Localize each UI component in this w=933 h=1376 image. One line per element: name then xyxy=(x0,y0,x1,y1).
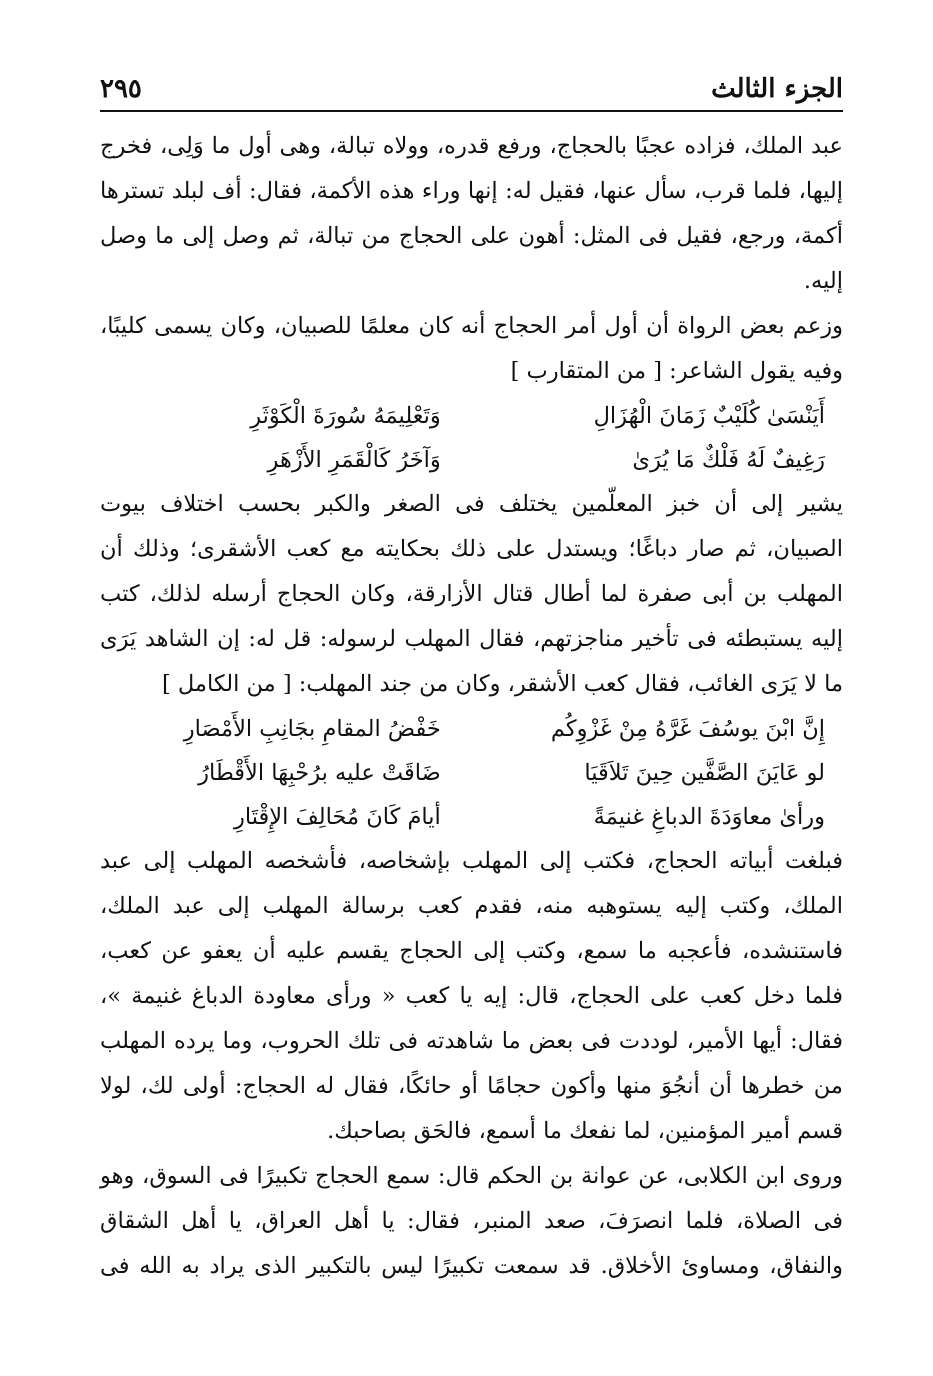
verse-second-hemistich: أيامَ كَانَ مُحَالِفَ الإِقْتَارِ xyxy=(233,804,441,830)
paragraph: وزعم بعض الرواة أن أول أمر الحجاج أنه كان معلمًا للصبيان، وكان يسمى كليبًا، وفيه يقول الشاعر: [ من المتقارب ] xyxy=(100,313,843,384)
running-header xyxy=(100,60,843,112)
verse-first-hemistich: إِنَّ ابْنَ يوسُفَ غَرَّهُ مِنْ غَزْوِكُم xyxy=(550,716,825,742)
page-body xyxy=(100,124,843,1289)
poem-block xyxy=(100,707,843,839)
paragraph: عبد الملك، فزاده عجبًا بالحجاج، ورفع قدره، وولاه تبالة، وهى أول ما وَلِى، فخرج إليها، فلما قرب، سأل عنها، فقيل له: إنها وراء هذه الأكمة، فقال: أف لبلد تسترها أكمة، ورجع، فقيل فى المثل: أهون على الحجاج من تبالة، ثم وصل إلى ما وصل إليه. xyxy=(100,133,843,294)
verse-second-hemistich: وَتَعْلِيمَهُ سُورَةَ الْكَوْثَرِ xyxy=(250,403,441,429)
paragraph: فبلغت أبياته الحجاج، فكتب إلى المهلب بإشخاصه، فأشخصه المهلب إلى عبد الملك، وكتب إليه يستوهبه منه، فقدم كعب برسالة المهلب إلى عبد الملك، فاستنشده، فأعجبه ما سمع، وكتب إلى الحجاج يقسم عليه أن يعفو عن كعب، فلما دخل كعب على الحجاج، قال: إيه يا كعب « ورأى معاودة الدباغ غنيمة »، فقال: أيها الأمير، لوددت فى بعض ما شاهدته فى تلك الحروب، وما يرده المهلب من خطرها أن أنجُوَ منها وأكون حجامًا أو حائكًا، فقال له الحجاج: أولى لك، لولا قسم أمير المؤمنين، لما نفعك ما أسمع، فالحَق بصاحبك. xyxy=(100,848,843,1144)
verse-second-hemistich: وَآخَرُ كَالْقَمَرِ الأَزْهَرِ xyxy=(267,447,441,473)
verse-first-hemistich: أَيَنْسَىٰ كُلَيْبٌ زَمَانَ الْهُزَالِ xyxy=(593,403,825,429)
verse-line xyxy=(100,394,843,438)
paragraph: يشير إلى أن خبز المعلّمين يختلف فى الصغر والكبر بحسب اختلاف بيوت الصبيان، ثم صار دباغًا؛ ويستدل على ذلك بحكايته مع كعب الأشقرى؛ وذلك أن المهلب بن أبى صفرة لما أطال قتال الأزارقة، وكان الحجاج أرسله لذلك، كتب إليه يستبطئه فى تأخير مناجزتهم، فقال المهلب لرسوله: قل له: إن الشاهد يَرَى ما لا يَرَى الغائب، فقال كعب الأشقر، وكان من جند المهلب: [ من الكامل ] xyxy=(100,491,843,697)
verse-line xyxy=(100,795,843,839)
verse-line xyxy=(100,438,843,482)
verse-first-hemistich: لو عَايَنَ الصَّفَّين حِينَ تَلاَقَيَا xyxy=(584,760,825,786)
verse-line xyxy=(100,751,843,795)
poem-block xyxy=(100,394,843,482)
verse-first-hemistich: ورأىٰ معاوَدَةَ الدباغِ غنيمَةً xyxy=(593,804,825,830)
chapter-title: الجزء الثالث xyxy=(711,74,843,104)
paragraph: وروى ابن الكلابى، عن عوانة بن الحكم قال: سمع الحجاج تكبيرًا فى السوق، وهو فى الصلاة، فلما انصرَفَ، صعد المنبر، فقال: يا أهل العراق، يا أهل الشقاق والنفاق، ومساوئ الأخلاق. قد سمعت تكبيرًا ليس بالتكبير الذى يراد به الله فى xyxy=(100,1163,843,1279)
book-page xyxy=(100,60,843,1289)
verse-first-hemistich: رَغِيفٌ لَهُ فَلْكٌ مَا يُرَىٰ xyxy=(632,447,825,473)
verse-second-hemistich: ضَاقَتْ عليه برُحْبِهَا الأَقْطَارُ xyxy=(198,760,441,786)
verse-line xyxy=(100,707,843,751)
verse-second-hemistich: خَفْضُ المقامِ بجَانِبِ الأَمْصَارِ xyxy=(183,716,441,742)
page-number: ٢٩٥ xyxy=(100,74,142,104)
